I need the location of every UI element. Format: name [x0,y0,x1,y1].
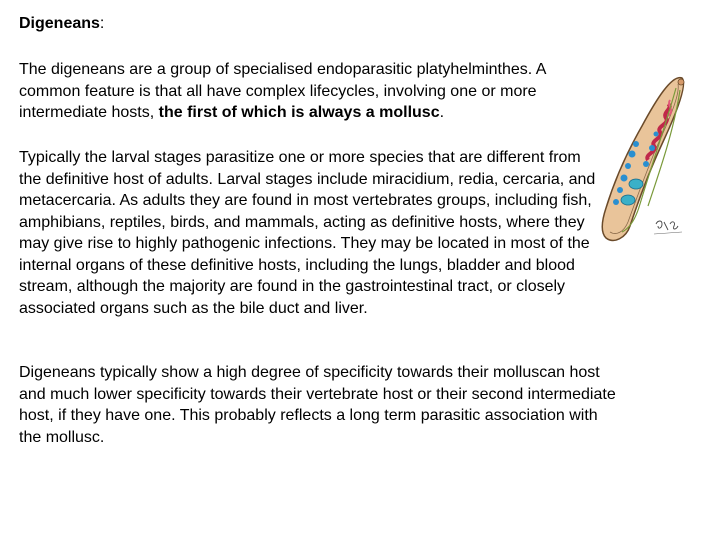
paragraph-intro [19,59,609,124]
page-title-text: Digeneans [19,15,100,32]
fluke-icon [596,74,688,246]
paragraph-larval-stages: Typically the larval stages parasitize one or more species that are different from the definitive host of adults. Larval stages include miracidium, redia, cercaria, and metacercaria. As adults they are found in most vertebrates groups, including fish, amphibians, reptiles, birds, and mammals, acting as definitive hosts, where they may give rise to highly pathogenic infections. They may be located in most of the internal organs of these definitive hosts, including the lungs, bladder and blood stream, although the majority are found in the gastrointestinal tract, or closely associated organs such as the bile duct and liver. [19,149,596,317]
page-title [19,13,104,34]
paragraph-intro-emphasis: the first of which is always a mollusc [158,104,440,121]
page-title-colon: : [99,15,105,32]
paragraph-specificity: Digeneans typically show a high degree of specificity towards their molluscan host and much lower specificity towards their vertebrate host or their second intermediate host, if they have one. This probably reflects a long term parasitic association with the mollusc. [19,364,616,446]
paragraph-intro-end: . [439,104,445,121]
paragraph-intro-text: The digeneans are a group of specialised endoparasitic platyhelminthes. A common feature is that all have complex lifecycles, involving one or more intermediate hosts, [19,61,546,121]
digenean-fluke-illustration [596,74,688,246]
